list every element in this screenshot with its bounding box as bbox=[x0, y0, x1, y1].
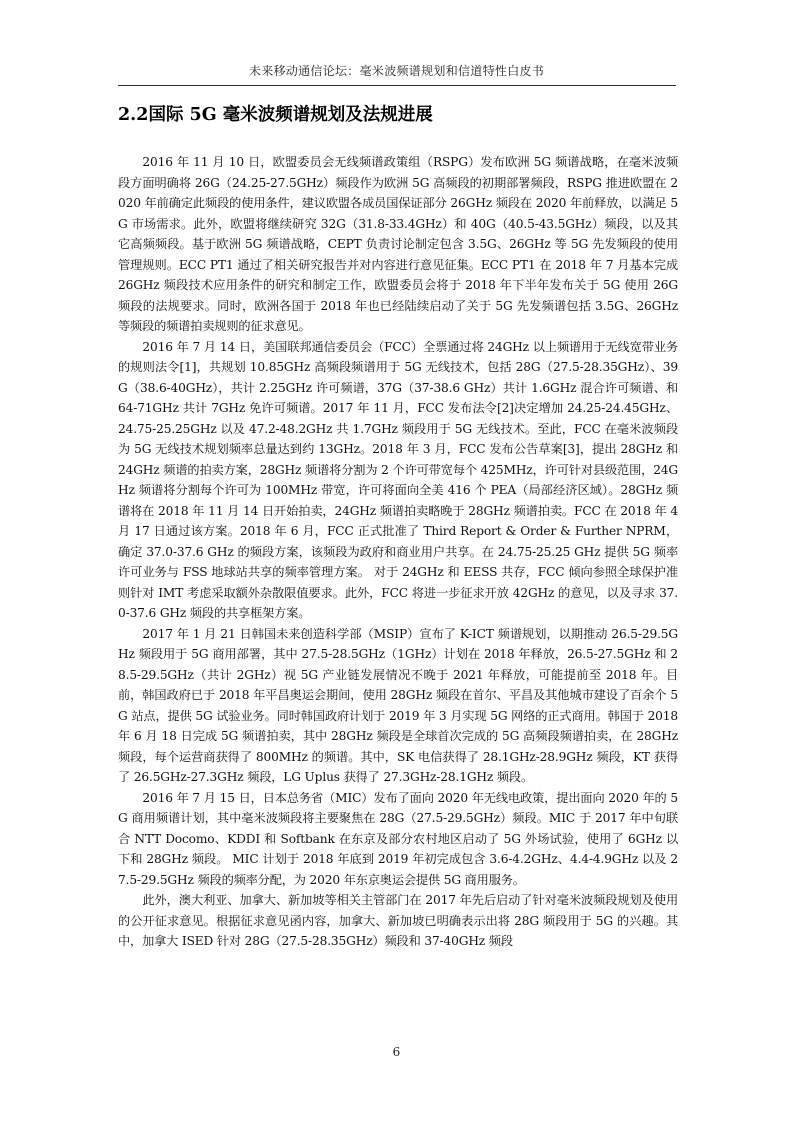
section-heading: 2.2国际 5G 毫米波频谱规划及法规进展 bbox=[118, 105, 433, 125]
paragraph-korea: 2017 年 1 月 21 日韩国未来创造科学部（MSIP）宣布了 K-ICT 频谱规划，以期推动 26.5-29.5GHz 频段用于 5G 商用部署，其中 27.5-28.5GHz（1GHz）计划在 2018 年释放，26.5-27.5GHz 和 28.5-29.5GHz（共计 2GHz）视 5G 产业链发展情况不晚于 2021 年释放，可能提前至 2018 年。目前，韩国政府已于 2018 年平昌奥运会期间，使用 28GHz 频段在首尔、平昌及其他城市建设了百余个 5G 站点，提供 5G 试验业务。同时韩国政府计划于 2019 年 3 月实现 5G 网络的正式商用。韩国于 2018 年 6 月 18 日完成 5G 频谱拍卖，其中 28GHz 频段是全球首次完成的 5G 高频段频谱拍卖，在 28GHz 频段，每个运营商获得了 800MHz 的频谱。其中，SK 电信获得了 28.1GHz-28.9GHz 频段，KT 获得了 26.5GHz-27.3GHz 频段，LG Uplus 获得了 27.3GHz-28.1GHz 频段。 bbox=[118, 626, 678, 784]
running-header: 未来移动通信论坛：毫米波频谱规划和信道特性白皮书 bbox=[248, 64, 545, 78]
paragraph-others: 此外，澳大利亚、加拿大、新加坡等相关主管部门在 2017 年先后启动了针对毫米波频段规划及使用的公开征求意见。根据征求意见函内容，加拿大、新加坡已明确表示出将 28G 频段用于 5G 的兴趣。其中，加拿大 ISED 针对 28G（27.5-28.35GHz）频段和 37-40GHz 频段 bbox=[118, 893, 678, 948]
paragraph-us: 2016 年 7 月 14 日，美国联邦通信委员会（FCC）全票通过将 24GHz 以上频谱用于无线宽带业务的规则法令[1]，共规划 10.85GHz 高频段频谱用于 5G 无线技术，包括 28G（27.5-28.35GHz）、39G（38.6-40GHz），共计 2.25GHz 许可频谱，37G（37-38.6 GHz）共计 1.6GHz 混合许可频谱、和 64-71GHz 共计 7GHz 免许可频谱。2017 年 11 月，FCC 发布法令[2]决定增加 24.25-24.45GHz、24.75-25.25GHz 以及 47.2-48.2GHz 共 1.7GHz 频段用于 5G 无线技术。至此，FCC 在毫米波频段为 5G 无线技术规划频率总量达到约 13GHz。2018 年 3 月，FCC 发布公告草案[3]，提出 28GHz 和 24GHz 频谱的拍卖方案，28GHz 频谱将分割为 2 个许可带宽每个 425MHz，许可针对县级范围，24GHz 频谱将分割每个许可为 100MHz 带宽，许可将面向全美 416 个 PEA（局部经济区域）。28GHz 频谱将在 2018 年 11 月 14 日开始拍卖，24GHz 频谱拍卖略晚于 28GHz 频谱拍卖。FCC 在 2018 年 4 月 17 日通过该方案。2018 年 6 月，FCC 正式批准了 Third Report & Order & Further NPRM， 确定 37.0-37.6 GHz 的频段方案，该频段为政府和商业用户共享。在 24.75-25.25 GHz 提供 5G 频率许可业务与 FSS 地球站共享的频率管理方案。 对于 24GHz 和 EESS 共存，FCC 倾向参照全球保护准则针对 IMT 考虑采取额外杂散限值要求。此外，FCC 将进一步征求开放 42GHz 的意见，以及寻求 37.0-37.6 GHz 频段的共享框架方案。 bbox=[118, 339, 678, 620]
body-text bbox=[118, 152, 678, 952]
header-divider bbox=[118, 85, 676, 86]
paragraph-japan: 2016 年 7 月 15 日，日本总务省（MIC）发布了面向 2020 年无线电政策，提出面向 2020 年的 5G 商用频谱计划，其中毫米波频段将主要聚焦在 28G（27.5-29.5GHz）频段。MIC 于 2017 年中旬联合 NTT Docomo、KDDI 和 Softbank 在东京及部分农村地区启动了 5G 外场试验，使用了 6GHz 以下和 28GHz 频段。 MIC 计划于 2018 年底到 2019 年初完成包含 3.6-4.2GHz、4.4-4.9GHz 以及 27.5-29.5GHz 频段的频率分配，为 2020 年东京奥运会提供 5G 商用服务。 bbox=[118, 790, 678, 887]
page-number: 6 bbox=[392, 1045, 401, 1059]
paragraph-eu: 2016 年 11 月 10 日，欧盟委员会无线频谱政策组（RSPG）发布欧洲 5G 频谱战略，在毫米波频段方面明确将 26G（24.25-27.5GHz）频段作为欧洲 5G 高频段的初期部署频段，RSPG 推进欧盟在 2020 年前确定此频段的使用条件，建议欧盟各成员国保证部分 26GHz 频段在 2020 年前释放，以满足 5G 市场需求。此外，欧盟将继续研究 32G（31.8-33.4GHz）和 40G（40.5-43.5GHz）频段，以及其它高频频段。基于欧洲 5G 频谱战略，CEPT 负责讨论制定包含 3.5G、26GHz 等 5G 先发频段的使用管理规则。ECC PT1 通过了相关研究报告并对内容进行意见征集。ECC PT1 在 2018 年 7 月基本完成 26GHz 频段技术应用条件的研究和制定工作，欧盟委员会将于 2018 年下半年发布关于 5G 使用 26G 频段的法规要求。同时，欧洲各国于 2018 年也已经陆续启动了关于 5G 先发频谱包括 3.5G、26GHz 等频段的频谱拍卖规则的征求意见。 bbox=[118, 155, 678, 333]
